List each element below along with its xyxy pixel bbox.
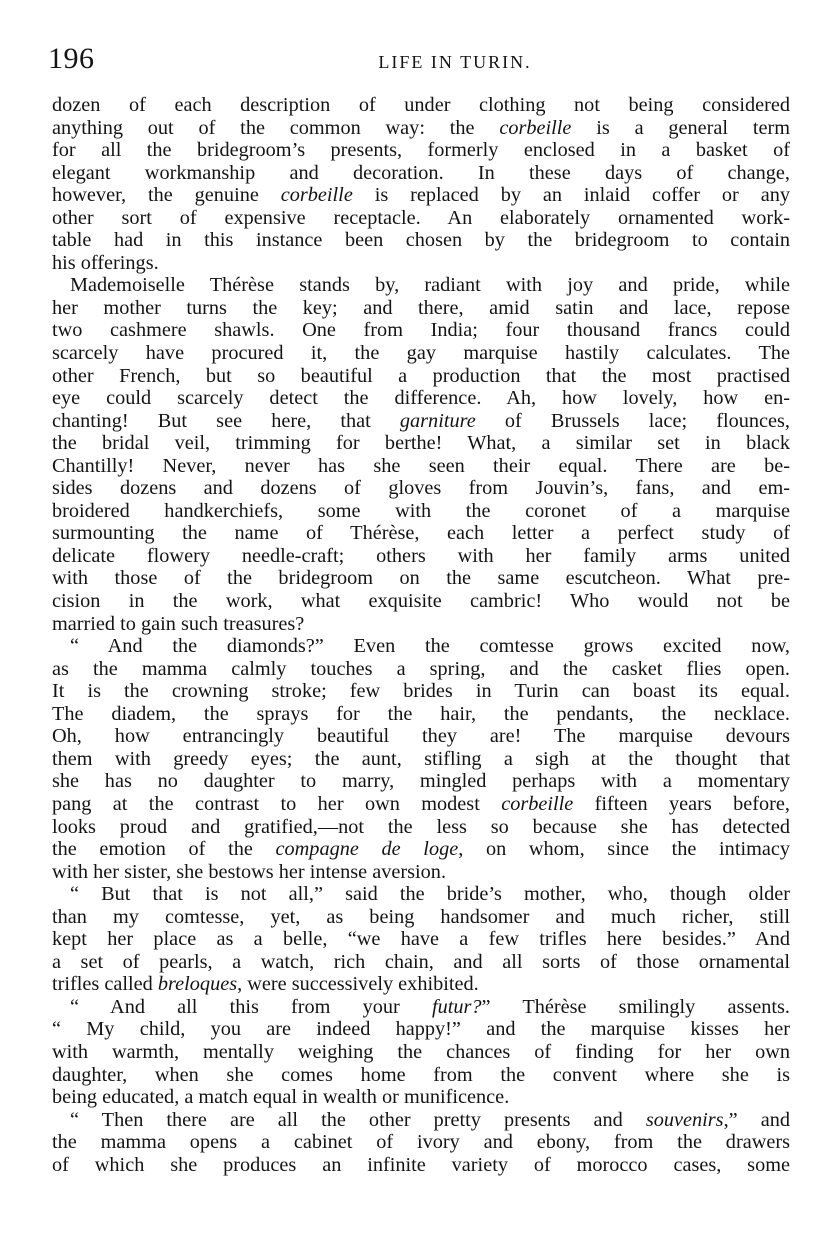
text-line: “ My child, you are indeed happy!” and the marquise kisses her — [52, 1018, 790, 1041]
text-line: for all the bridegroom’s presents, formerly enclosed in a basket of — [52, 139, 790, 162]
text-line: Oh, how entrancingly beautiful they are! The marquise devours — [52, 725, 790, 748]
paragraph — [52, 94, 790, 274]
text-line: Chantilly! Never, never has she seen their equal. There are be- — [52, 454, 790, 477]
text-line: eye could scarcely detect the difference. Ah, how lovely, how en- — [52, 387, 790, 410]
text-line: Mademoiselle Thérèse stands by, radiant with joy and pride, while — [70, 274, 790, 297]
page-number: 196 — [48, 42, 95, 75]
text-line: being educated, a match equal in wealth or munificence. — [52, 1086, 510, 1109]
paragraph — [52, 883, 790, 996]
text-line: cision in the work, what exquisite cambric! Who would not be — [52, 590, 790, 613]
text-line: as the mamma calmly touches a spring, and the casket flies open. — [52, 657, 790, 680]
text-line: however, the genuine corbeille is replaced by an inlaid coffer or any — [52, 184, 790, 207]
text-line: married to gain such treasures? — [52, 612, 305, 635]
text-line: two cashmere shawls. One from India; four thousand francs could — [52, 319, 790, 342]
text-line: broidered handkerchiefs, some with the coronet of a marquise — [52, 499, 790, 522]
text-line: the emotion of the compagne de loge, on whom, since the intimacy — [52, 838, 791, 861]
text-line: his offerings. — [52, 251, 159, 274]
text-line: looks proud and gratified,—not the less so because she has detected — [52, 815, 790, 838]
text-line: other sort of expensive receptacle. An elaborately ornamented work- — [52, 206, 790, 229]
paragraph — [52, 1109, 790, 1177]
text-line: her mother turns the key; and there, amid satin and lace, repose — [52, 296, 790, 319]
text-line: anything out of the common way: the corbeille is a general term — [52, 116, 791, 139]
text-line: with those of the bridegroom on the same escutcheon. What pre- — [52, 567, 790, 590]
text-line: elegant workmanship and decoration. In these days of change, — [52, 161, 790, 184]
text-line: The diadem, the sprays for the hair, the pendants, the necklace. — [52, 702, 790, 725]
text-line: pang at the contrast to her own modest corbeille fifteen years before, — [52, 792, 790, 815]
paragraph — [52, 996, 790, 1109]
text-line: dozen of each description of under clothing not being considered — [52, 94, 790, 116]
text-line: the bridal veil, trimming for berthe! What, a similar set in black — [52, 432, 790, 455]
text-line: chanting! But see here, that garniture of Brussels lace; flounces, — [52, 409, 790, 432]
text-line: than my comtesse, yet, as being handsomer and much richer, still — [52, 905, 790, 928]
page-header — [48, 36, 792, 76]
text-line: with warmth, mentally weighing the chances of finding for her own — [52, 1040, 790, 1063]
text-line: “ But that is not all,” said the bride’s mother, who, though older — [70, 883, 790, 906]
text-line: trifles called breloques, were successively exhibited. — [52, 973, 479, 996]
text-line: scarcely have procured it, the gay marquise hastily calculates. The — [52, 342, 790, 365]
text-line: the mamma opens a cabinet of ivory and ebony, from the drawers — [52, 1131, 790, 1154]
text-line: delicate flowery needle-craft; others with her family arms united — [52, 544, 790, 567]
text-line: “ And all this from your futur?” Thérèse smilingly assents. — [70, 995, 791, 1018]
text-line: “ Then there are all the other pretty presents and souvenirs,” and — [70, 1108, 790, 1131]
text-line: table had in this instance been chosen by the bridegroom to contain — [52, 229, 790, 252]
text-line: she has no daughter to marry, mingled perhaps with a momentary — [52, 770, 790, 793]
text-line: kept her place as a belle, “we have a few trifles here besides.” And — [52, 928, 790, 951]
text-line: with her sister, she bestows her intense aversion. — [52, 860, 447, 883]
paragraph — [52, 274, 790, 635]
paragraph — [52, 635, 790, 883]
text-line: surmounting the name of Thérèse, each letter a perfect study of — [52, 522, 790, 545]
text-line: “ And the diamonds?” Even the comtesse grows excited now, — [70, 635, 790, 658]
text-line: sides dozens and dozens of gloves from Jouvin’s, fans, and em- — [52, 477, 790, 500]
body-text — [52, 94, 790, 1176]
running-head: LIFE IN TURIN. — [378, 52, 532, 72]
text-line: daughter, when she comes home from the convent where she is — [52, 1063, 790, 1086]
text-line: of which she produces an infinite variety of morocco cases, some — [52, 1153, 790, 1176]
text-line: It is the crowning stroke; few brides in Turin can boast its equal. — [52, 680, 790, 703]
text-line: them with greedy eyes; the aunt, stifling a sigh at the thought that — [52, 747, 790, 770]
text-line: other French, but so beautiful a production that the most practised — [52, 364, 790, 387]
text-line: a set of pearls, a watch, rich chain, and all sorts of those ornamental — [52, 950, 790, 973]
